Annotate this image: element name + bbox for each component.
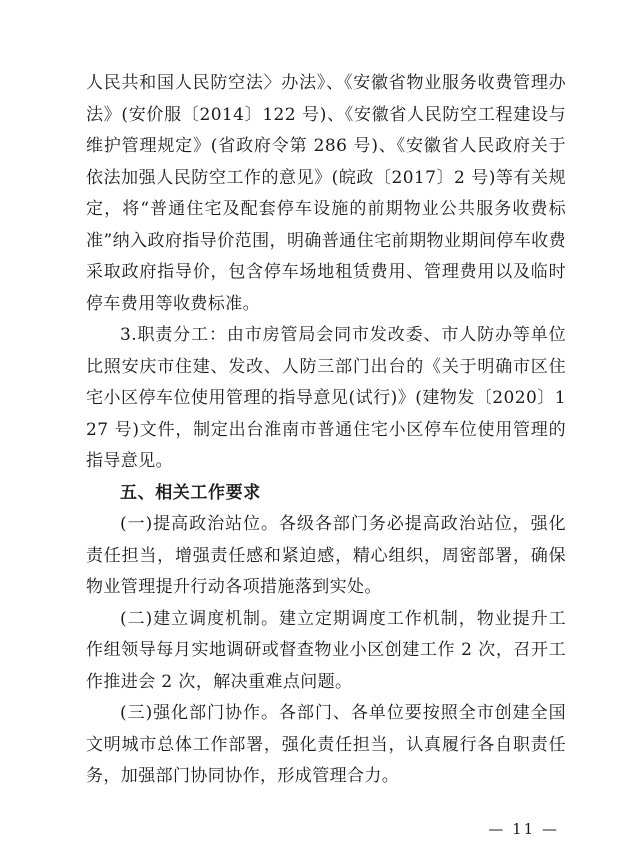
page-number: — 11 — bbox=[488, 820, 559, 838]
document-body bbox=[86, 68, 566, 793]
paragraph-scheduling-mechanism: (二)建立调度机制。建立定期调度工作机制，物业提升工作组领导每月实地调研或督查物业小区创建工作 2 次，召开工作推进会 2 次，解决重难点问题。 bbox=[86, 608, 566, 692]
paragraph-responsibility-division: 3.职责分工：由市房管局会同市发改委、市人防办等单位比照安庆市住建、发改、人防三部门出台的《关于明确市区住宅小区停车位使用管理的指导意见(试行)》(建物发〔2020〕127 号)文件，制定出台淮南市普通住宅小区停车位使用管理的指导意见。 bbox=[86, 325, 566, 471]
paragraph-department-coordination: (三)强化部门协作。各部门、各单位要按照全市创建全国文明城市总体工作部署，强化责任担当，认真履行各自职责任务，加强部门协同协作，形成管理合力。 bbox=[86, 703, 566, 786]
paragraph-pricing-regulations: 人民共和国人民防空法〉办法》、《安徽省物业服务收费管理办法》(安价服〔2014〕122 号)、《安徽省人民防空工程建设与维护管理规定》(省政府令第 286 号)、《安徽省人民政府关于依法加强人民防空工作的意见》(皖政〔2017〕2 号)等有关规定，将“普通住宅及配套停车设施的前期物业公共服务收费标准”纳入政府指导价范围，明确普通住宅前期物业期间停车收费采取政府指导价，包含停车场地租赁费用、管理费用以及临时停车费用等收费标准。 bbox=[86, 73, 566, 314]
paragraph-political-stance: (一)提高政治站位。各级各部门务必提高政治站位，强化责任担当，增强责任感和紧迫感，精心组织，周密部署，确保物业管理提升行动各项措施落到实处。 bbox=[86, 514, 566, 597]
section-heading-work-requirements: 五、相关工作要求 bbox=[120, 482, 261, 503]
